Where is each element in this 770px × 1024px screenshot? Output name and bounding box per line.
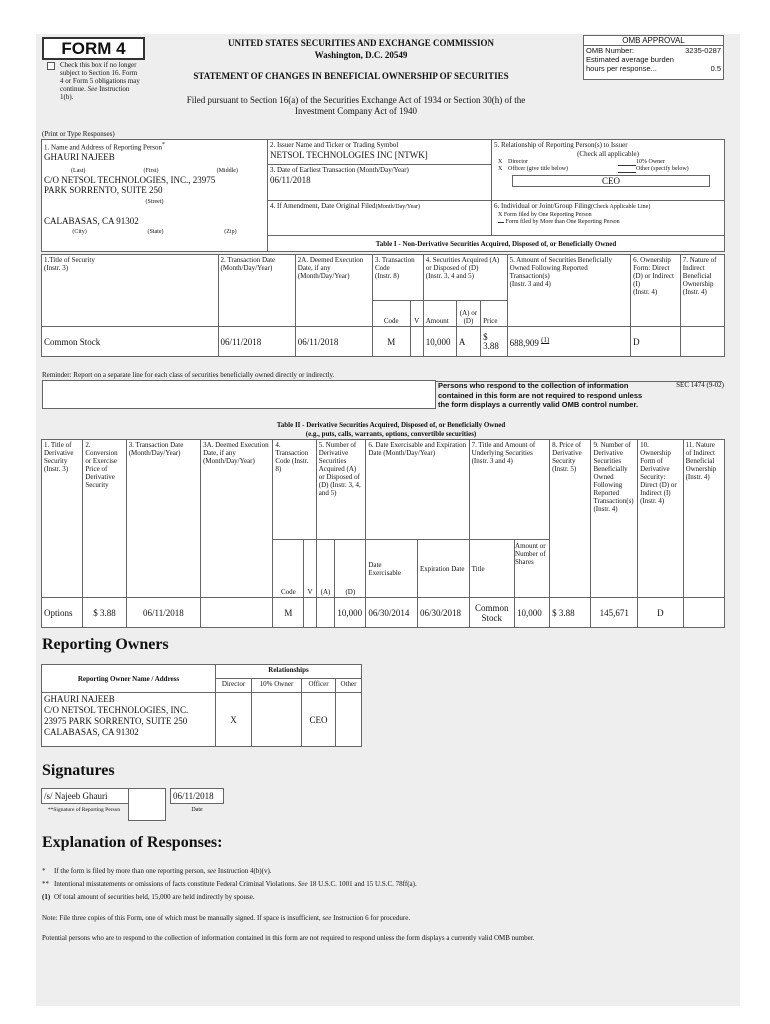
owner-ten-pct <box>252 693 302 747</box>
state-label: (State) <box>147 229 164 236</box>
reporting-owners-table <box>41 664 362 747</box>
agency-name: UNITED STATES SECURITIES AND EXCHANGE COMMISSION <box>228 38 494 48</box>
print-type-note: (Print or Type Responses) <box>42 130 115 138</box>
t2-h7: 7. Title and Amount of Underlying Securities (Instr. 3 and 4) <box>469 440 550 540</box>
t2-h3: 3. Transaction Date (Month/Day/Year) <box>126 440 200 598</box>
form-title-box <box>42 37 145 60</box>
t1-h4: 4. Securities Acquired (A) or Disposed of (D) <box>425 256 500 272</box>
t1-form: D <box>631 327 681 357</box>
t2-exer: 06/30/2014 <box>366 598 418 628</box>
t1-ad-h: (A) or (D) <box>456 301 480 327</box>
signature-spacer-box <box>128 788 166 821</box>
box1-reporting-person: 1. Name and Address of Reporting Person* GHAURI NAJEEB (Last) (First) (Middle) C/O NETSOL TECHNOLOGIES, INC., 23975 PARK SORRENTO, SUITE 250 (Street) CALABASAS, CA 91302 (City) (State) (Zip) <box>41 139 268 252</box>
owner-director: X <box>216 693 252 747</box>
owner-name: GHAURI NAJEEB <box>44 694 115 704</box>
t1-amount: 10,000 <box>423 327 456 357</box>
persons-notice: Persons who respond to the collection of information contained in this form are not required to respond unless the form displays a currently valid OMB control number. <box>438 381 643 409</box>
check-box-text: Check this box if no longer subject to Section 16. Form 4 or Form 5 obligations may continue. See Instruction 1(b). <box>60 61 140 101</box>
t2-h1: 1. Title of Derivative Security (Instr. 3) <box>42 440 83 598</box>
box6-filing: 6. Individual or Joint/Group Filing(Check Applicable Line) X Form filed by One Reporting Person Form filed by More than One Reporting Person <box>491 200 725 236</box>
box5-label: 5. Relationship of Reporting Person(s) to Issuer <box>494 141 628 149</box>
t1-h7: 7. Nature of Indirect Beneficial Ownership <box>682 256 717 288</box>
box1-label: 1. Name and Address of Reporting Person <box>44 143 163 152</box>
reporting-address-line1: C/O NETSOL TECHNOLOGIES, INC., 23975 <box>44 175 216 186</box>
issuer-name: NETSOL TECHNOLOGIES INC [NTWK] <box>270 150 428 160</box>
t2-code-h: Code <box>273 540 304 598</box>
omb-number-label: OMB Number: <box>586 46 634 55</box>
omb-hours: 0.5 <box>710 64 721 73</box>
col-relationships: Relationships <box>216 665 362 679</box>
footnote-1-link[interactable]: (1) <box>541 336 550 344</box>
footnote-star: * If the form is filed by more than one reporting person, see Instruction 4(b)(v). <box>42 867 272 875</box>
street-label: (Street) <box>145 199 164 206</box>
director-label: Director <box>508 159 528 165</box>
t1-deemed: 06/11/2018 <box>295 327 372 357</box>
table2 <box>41 439 725 628</box>
t2-expiration-h: Expiration Date <box>417 540 469 598</box>
t1-amount-h: Amount <box>423 301 456 327</box>
col-owner-name: Reporting Owner Name / Address <box>42 665 216 693</box>
t2-h4: 4. Transaction Code (Instr. 8) <box>273 440 316 540</box>
other-label: Other (specify below) <box>636 166 689 172</box>
explanation-heading: Explanation of Responses: <box>42 834 223 851</box>
t1-h1: 1.Title of Security <box>44 256 95 264</box>
t1-h5: 5. Amount of Securities Beneficially Owned Following Reported Transaction(s) <box>509 256 613 280</box>
owner-officer: CEO <box>302 693 336 747</box>
ten-pct-label: 10% Owner <box>636 159 665 165</box>
box5-sub: (Check all applicable) <box>577 150 639 158</box>
t2-price: $ 3.88 <box>83 598 126 628</box>
t2-d: 10,000 <box>335 598 366 628</box>
director-check[interactable]: X <box>498 159 503 165</box>
owner-addr3: CALABASAS, CA 91302 <box>44 727 139 737</box>
date-label: Date <box>191 807 203 813</box>
footnote-1: (1) Of total amount of securities held, 15,000 are held indirectly by spouse. <box>42 893 255 901</box>
reporting-owner-row <box>42 693 362 747</box>
t1-price-sym: $ <box>483 331 488 342</box>
t1-row <box>42 327 725 357</box>
t1-price: 3.88 <box>483 340 499 351</box>
box3-earliest-date <box>267 164 492 201</box>
t2-a-h: (A) <box>316 540 335 598</box>
box4-label: 4. If Amendment, Date Original Filed <box>270 202 376 210</box>
first-label: (First) <box>143 168 159 175</box>
t2-h3a: 3A. Deemed Execution Date, if any (Month/Day/Year) <box>201 440 273 598</box>
middle-label: (Middle) <box>216 168 238 175</box>
officer-label: Officer (give title below) <box>508 166 569 172</box>
zip-label: (Zip) <box>224 229 237 236</box>
t1-h2: 2. Transaction Date <box>220 256 276 264</box>
footnote-double-star: ** Intentional misstatements or omissions of facts constitute Federal Criminal Violations. See 18 U.S.C. 1001 and 15 U.S.C. 78ff(a). <box>42 880 417 888</box>
reminder-text: Reminder: Report on a separate line for each class of securities beneficially owned directly or indirectly. <box>42 371 722 382</box>
signature-box <box>41 788 129 804</box>
col-ten-pct: 10% Owner <box>252 679 302 693</box>
sec-number: SEC 1474 (9-02) <box>676 381 724 389</box>
reporting-address-line2: PARK SORRENTO, SUITE 250 <box>44 185 163 196</box>
t1-code: M <box>373 327 411 357</box>
t2-v <box>304 598 316 628</box>
owner-addr2: 23975 PARK SORRENTO, SUITE 250 <box>44 716 188 726</box>
signature-value: /s/ Najeeb Ghauri <box>44 791 108 801</box>
earliest-transaction-date: 06/11/2018 <box>270 175 311 185</box>
t2-under-amt: 10,000 <box>515 598 550 628</box>
table2-subtitle: (e.g., puts, calls, warrants, options, convertible securities) <box>305 430 477 438</box>
t1-v <box>410 327 423 357</box>
officer-check[interactable]: X <box>498 166 503 172</box>
t1-nature <box>680 327 724 357</box>
col-other: Other <box>336 679 362 693</box>
signatures-heading: Signatures <box>42 762 115 779</box>
box4-amendment: 4. If Amendment, Date Original Filed(Month/Day/Year) <box>267 200 492 236</box>
t1-price-h: Price <box>481 301 507 327</box>
box3-label: 3. Date of Earliest Transaction (Month/Day/Year) <box>270 166 409 174</box>
t2-h11: 11. Nature of Indirect Beneficial Ownership (Instr. 4) <box>683 440 724 598</box>
box6-label: 6. Individual or Joint/Group Filing <box>494 202 592 210</box>
t2-d-h: (D) <box>335 540 366 598</box>
no-longer-subject-checkbox[interactable] <box>47 62 55 70</box>
col-officer: Officer <box>302 679 336 693</box>
t2-price8: $ 3.88 <box>550 598 591 628</box>
table1: 1.Title of Security (Instr. 3) 2. Transaction Date (Month/Day/Year) 2A. Deemed Execution Date, if any (Month/Day/Year) 3. Transaction Code (Instr. 8) 4. Securities Acquired (A) or Disposed of (D) (Instr. 3, 4 and 5) 5. Amount of Securities Beneficially Owned Following Reported Transaction(s) (Instr. 3 and 4) 6. Ownership Form: Direct (D) or Indirect (I) (Instr. 4) 7. Nature of Indirect Beneficial Ownership (Instr. 4) Code V Amount (A) or (D) Price Common Stock 06/11/2018 06/11/2018 M 10,000 A $ 3.88 688,909 $^{(1)}$ D <box>41 254 725 357</box>
last-label: (Last) <box>71 168 86 175</box>
t2-under-title: Common Stock <box>469 598 514 628</box>
box2-issuer <box>267 139 492 165</box>
t1-title: Common Stock <box>42 327 219 357</box>
t1-ad: A <box>456 327 480 357</box>
t2-exp: 06/30/2018 <box>417 598 469 628</box>
t1-v-h: V <box>410 301 423 327</box>
col-director: Director <box>216 679 252 693</box>
one-person-label: Form filed by One Reporting Person <box>503 212 592 218</box>
t2-h10: 10. Ownership Form of Derivative Security: Direct (D) or Indirect (I) (Instr. 4) <box>638 440 683 598</box>
table1-title-box <box>267 235 725 252</box>
t2-title: Options <box>42 598 83 628</box>
t1-h2a: 2A. Deemed Execution Date, if any <box>297 256 364 272</box>
form-page <box>36 34 740 1006</box>
table1-title: Table I - Non-Derivative Securities Acquired, Disposed of, or Beneficially Owned <box>375 240 617 248</box>
t2-code: M <box>273 598 304 628</box>
signature-date: 06/11/2018 <box>173 791 214 801</box>
reporting-city-line: CALABASAS, CA 91302 <box>44 216 139 227</box>
t1-owned: 688,909 <box>509 338 539 348</box>
t2-h8: 8. Price of Derivative Security (Instr. 5) <box>550 440 591 598</box>
t2-h2: 2. Conversion or Exercise Price of Derivative Security <box>83 440 126 598</box>
reporting-owners-heading: Reporting Owners <box>42 636 169 653</box>
t2-a <box>316 598 335 628</box>
city-label: (City) <box>72 229 87 236</box>
omb-burden-label: Estimated average burden <box>586 55 674 64</box>
t2-amount-h: Amount or Number of Shares <box>515 541 546 566</box>
t1-h3: 3. Transaction Code <box>375 256 415 272</box>
owner-addr1: C/O NETSOL TECHNOLOGIES, INC. <box>44 705 189 715</box>
statement-title: STATEMENT OF CHANGES IN BENEFICIAL OWNERSHIP OF SECURITIES <box>193 71 509 81</box>
t2-row <box>42 598 725 628</box>
t2-exercisable-h: Date Exercisable <box>366 540 418 598</box>
t2-date: 06/11/2018 <box>126 598 200 628</box>
t2-deemed <box>201 598 273 628</box>
form-title: FORM 4 <box>61 39 126 58</box>
omb-title: OMB APPROVAL <box>584 36 723 46</box>
t1-h6: 6. Ownership Form: Direct (D) or Indirect (I) <box>633 256 674 288</box>
owner-other <box>336 693 362 747</box>
officer-title: CEO <box>512 175 710 187</box>
note-text: Note: File three copies of this Form, one of which must be manually signed. If space is insufficient, see Instruction 6 for procedure. <box>42 914 411 922</box>
signature-date-box <box>170 788 224 804</box>
box2-label: 2. Issuer Name and Ticker or Trading Symbol <box>270 141 399 149</box>
t2-form: D <box>638 598 683 628</box>
t2-h5: 5. Number of Derivative Securities Acquired (A) or Disposed of (D) (Instr. 3, 4, and 5) <box>316 440 366 540</box>
t1-code-h: Code <box>373 301 411 327</box>
omb-approval-box <box>583 35 724 80</box>
signature-label: **Signature of Reporting Person <box>47 807 121 813</box>
filed-pursuant-line1: Filed pursuant to Section 16(a) of the Securities Exchange Act of 1934 or Section 30(h) of the <box>186 95 526 105</box>
table2-title: Table II - Derivative Securities Acquired, Disposed of, or Beneficially Owned <box>276 421 506 429</box>
potential-persons-text: Potential persons who are to respond to the collection of information contained in this form are not required to respond unless the form displays a currently valid OMB number. <box>42 934 535 942</box>
t2-nature <box>683 598 724 628</box>
omb-number: 3235-0287 <box>685 46 721 55</box>
filed-pursuant-line2: Investment Company Act of 1940 <box>295 106 417 116</box>
t2-owned: 145,671 <box>591 598 638 628</box>
box5-relationship <box>491 139 725 201</box>
t2-h9: 9. Number of Derivative Securities Beneficially Owned Following Reported Transaction(s) (Instr. 4) <box>591 440 638 598</box>
agency-city: Washington, D.C. 20549 <box>314 50 408 60</box>
t2-v-h: V <box>304 540 316 598</box>
more-person-label: Form filed by More than One Reporting Person <box>505 219 620 225</box>
t2-title-h: Title <box>469 540 514 598</box>
t2-h6: 6. Date Exercisable and Expiration Date (Month/Day/Year) <box>366 440 469 540</box>
one-person-check[interactable]: X <box>498 212 503 218</box>
reporting-person-name: GHAURI NAJEEB <box>44 152 115 163</box>
reminder-blank-box <box>42 380 436 409</box>
omb-hours-label: hours per response... <box>586 64 657 73</box>
t1-date: 06/11/2018 <box>218 327 295 357</box>
